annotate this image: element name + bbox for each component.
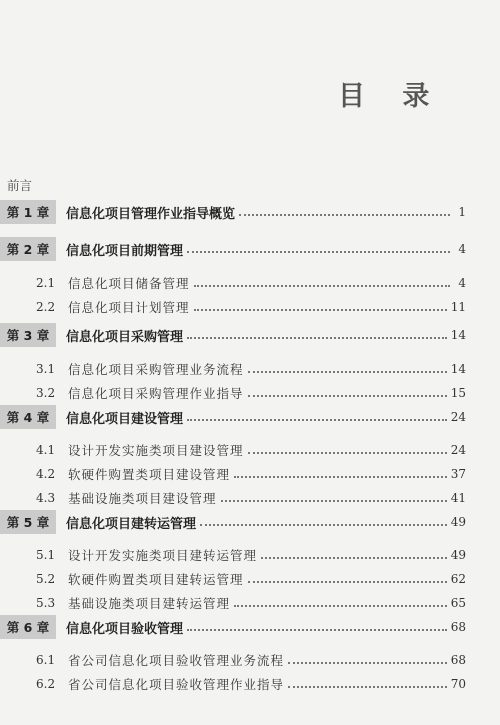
chapter-title: 信息化项目建设管理 — [66, 411, 184, 427]
chapter-number: 第 2 章 — [0, 237, 56, 261]
page-number: 49 — [450, 515, 466, 529]
dot-leader — [200, 524, 447, 526]
toc-section-row[interactable] — [0, 591, 466, 615]
section-title: 软硬件购置类项目建设管理 — [68, 467, 231, 482]
toc-section-row[interactable] — [0, 357, 466, 381]
section-number: 2.2 — [36, 300, 56, 314]
dot-leader — [248, 395, 447, 397]
chapter-title: 信息化项目建转运管理 — [66, 516, 197, 532]
section-title: 基础设施类项目建转运管理 — [68, 596, 231, 611]
dot-leader — [234, 476, 447, 478]
dot-leader — [187, 629, 447, 631]
section-title: 省公司信息化项目验收管理作业指导 — [68, 677, 285, 692]
chapter-title: 信息化项目采购管理 — [66, 329, 184, 345]
section-title: 设计开发实施类项目建转运管理 — [68, 548, 258, 563]
chapter-title: 信息化项目前期管理 — [66, 243, 184, 259]
page-number: 70 — [450, 677, 466, 691]
page-number: 24 — [450, 443, 466, 457]
page-number: 4 — [458, 242, 466, 256]
dot-leader — [187, 419, 447, 421]
dot-leader — [187, 337, 447, 339]
section-number: 4.2 — [36, 467, 56, 481]
toc-section-row[interactable] — [0, 271, 466, 295]
section-number: 4.3 — [36, 491, 56, 505]
chapter-number: 第 3 章 — [0, 323, 56, 347]
section-title: 省公司信息化项目验收管理业务流程 — [68, 653, 285, 668]
chapter-number: 第 5 章 — [0, 510, 56, 534]
page-number: 1 — [458, 205, 466, 219]
page-number: 68 — [450, 653, 466, 667]
chapter-title: 信息化项目验收管理 — [66, 621, 184, 637]
section-number: 5.1 — [36, 548, 56, 562]
toc-section-row[interactable] — [0, 543, 466, 567]
toc-section-row[interactable] — [0, 648, 466, 672]
toc-chapter-row[interactable] — [0, 405, 466, 429]
page-number: 14 — [450, 328, 466, 342]
section-title: 基础设施类项目建设管理 — [68, 491, 217, 506]
toc-section-row[interactable] — [0, 486, 466, 510]
page-title: 目 录 — [338, 81, 444, 112]
toc-section-row[interactable] — [0, 295, 466, 319]
page-number: 68 — [450, 620, 466, 634]
page-number: 4 — [458, 276, 466, 290]
section-number: 5.2 — [36, 572, 56, 586]
section-title: 信息化项目计划管理 — [68, 300, 190, 315]
dot-leader — [194, 285, 450, 287]
page-number: 62 — [450, 572, 466, 586]
section-number: 6.2 — [36, 677, 56, 691]
section-number: 5.3 — [36, 596, 56, 610]
toc-section-row[interactable] — [0, 672, 466, 696]
page-number: 15 — [450, 386, 466, 400]
dot-leader — [239, 214, 450, 216]
toc-section-row[interactable] — [0, 438, 466, 462]
section-number: 3.2 — [36, 386, 56, 400]
toc-chapter-row[interactable] — [0, 615, 466, 639]
toc-chapter-row[interactable] — [0, 200, 466, 224]
dot-leader — [288, 686, 447, 688]
page-number: 11 — [450, 300, 466, 314]
toc-section-row[interactable] — [0, 381, 466, 405]
dot-leader — [194, 309, 447, 311]
page-number: 65 — [450, 596, 466, 610]
chapter-number: 第 1 章 — [0, 200, 56, 224]
page-number: 41 — [450, 491, 466, 505]
dot-leader — [234, 605, 447, 607]
section-title: 信息化项目采购管理作业指导 — [68, 386, 244, 401]
page-number: 49 — [450, 548, 466, 562]
chapter-number: 第 6 章 — [0, 615, 56, 639]
section-title: 信息化项目采购管理业务流程 — [68, 362, 244, 377]
section-number: 2.1 — [36, 276, 56, 290]
toc-section-row[interactable] — [0, 462, 466, 486]
page-number: 24 — [450, 410, 466, 424]
toc-chapter-row[interactable] — [0, 510, 466, 534]
dot-leader — [248, 452, 447, 454]
dot-leader — [221, 500, 447, 502]
chapter-number: 第 4 章 — [0, 405, 56, 429]
section-title: 软硬件购置类项目建转运管理 — [68, 572, 244, 587]
dot-leader — [261, 557, 447, 559]
page-number: 37 — [450, 467, 466, 481]
toc-chapter-row[interactable] — [0, 323, 466, 347]
section-number: 3.1 — [36, 362, 56, 376]
section-title: 信息化项目储备管理 — [68, 276, 190, 291]
preface-link[interactable]: 前言 — [7, 178, 33, 193]
dot-leader — [288, 662, 447, 664]
toc-chapter-row[interactable] — [0, 237, 466, 261]
section-number: 6.1 — [36, 653, 56, 667]
page-number: 14 — [450, 362, 466, 376]
chapter-title: 信息化项目管理作业指导概览 — [66, 206, 236, 222]
dot-leader — [248, 581, 447, 583]
dot-leader — [187, 251, 450, 253]
toc-section-row[interactable] — [0, 567, 466, 591]
dot-leader — [248, 371, 447, 373]
section-number: 4.1 — [36, 443, 56, 457]
section-title: 设计开发实施类项目建设管理 — [68, 443, 244, 458]
